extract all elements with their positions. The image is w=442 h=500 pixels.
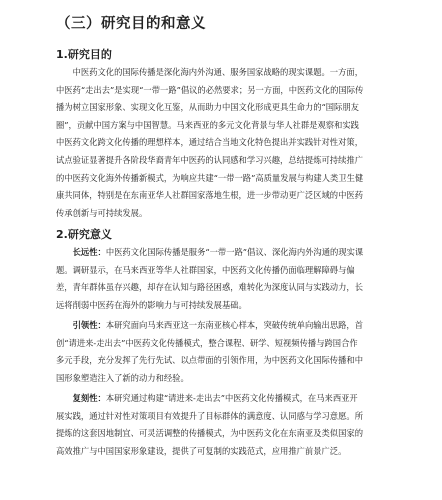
- longterm-line: 差，青年群体虽存兴趣，却存在认知与路径困惑，难转化为深度认同与实践动力，长: [56, 282, 363, 293]
- significance-leading-paragraph: [56, 317, 388, 387]
- longterm-line: 中医药文化国际传播是服务“一带一路”倡议、深化海内外沟通的现实课: [105, 247, 364, 257]
- purpose-line: 中医药文化的国际传播是深化海内外沟通、服务国家战略的现实课题。一方面，: [56, 67, 363, 77]
- replicable-line: 提炼的这套因地制宜、可灵活调整的传播模式，为中医药文化在东南亚及类似国家的: [56, 428, 363, 439]
- longterm-line: 远将削弱中医药在海外的影响力与可持续发展基础。: [56, 299, 247, 310]
- significance-heading: 2.研究意义: [56, 228, 112, 241]
- purpose-line: 圈”，贡献中国方案与中国智慧。马来西亚的多元文化背景与华人社群是观察和实践: [56, 119, 359, 130]
- leading-line: 国形象塑造注入了新的动力和经验。: [56, 372, 189, 383]
- replicable-line: 本研究通过构建“请进来-走出去”中医药文化传播模式，在马来西亚开: [105, 393, 358, 403]
- purpose-line: 试点验证显著提升各阶段华裔青年中医药的认同感和学习兴趣，总结提炼可持续推广: [56, 154, 363, 165]
- replicable-line: 高效推广与中国国家形象建设，提供了可复制的实践范式，应用推广前景广泛。: [56, 445, 347, 456]
- replicable-lead: 复刻性：: [72, 393, 106, 403]
- purpose-line: 康共同体，特别是在东南亚华人社群国家落地生根，进一步带动更广泛区域的中医药: [56, 190, 363, 201]
- significance-longterm-paragraph: [56, 244, 388, 314]
- leading-lead: 引领性：: [72, 320, 106, 330]
- purpose-paragraph: [56, 64, 388, 222]
- purpose-heading: 1.研究目的: [56, 48, 112, 61]
- purpose-line: 传承创新与可持续发展。: [56, 207, 148, 218]
- purpose-line: 中医药“走出去”是实现“一带一路”倡议的必然要求；另一方面，中医药文化的国际传: [56, 84, 364, 95]
- leading-line: 本研究面向马来西亚这一东南亚核心样本，突破传统单向输出思路，首: [105, 320, 364, 330]
- purpose-line: 播为树立国家形象、实现文化互鉴，从而助力中国文化形成更具生命力的“国际朋友: [56, 102, 359, 113]
- significance-replicable-paragraph: [56, 390, 388, 460]
- leading-line: 多元手段，充分发挥了先行先试、以点带面的引领作用，为中医药文化国际传播和中: [56, 355, 363, 366]
- section-title: （三）研究目的和意义: [56, 16, 206, 32]
- purpose-line: 的中医药文化海外传播新模式，为响应共建“一带一路”高质量发展与构建人类卫生健: [56, 172, 364, 183]
- leading-line: 创“请进来-走出去”中医药文化传播模式，整合课程、研学、短视频传播与跨国合作: [56, 337, 358, 348]
- purpose-line: 中医药文化跨文化传播的理想样本，通过结合当地文化特色提出并实践针对性对策，: [56, 137, 363, 148]
- longterm-line: 题。调研显示，在马来西亚等华人社群国家，中医药文化传播仍面临理解障碍与偏: [56, 264, 355, 275]
- longterm-lead: 长远性：: [72, 247, 106, 257]
- replicable-line: 展实践，通过针对性对策项目有效提升了目标群体的满意度、认同感与学习意愿。所: [56, 410, 363, 421]
